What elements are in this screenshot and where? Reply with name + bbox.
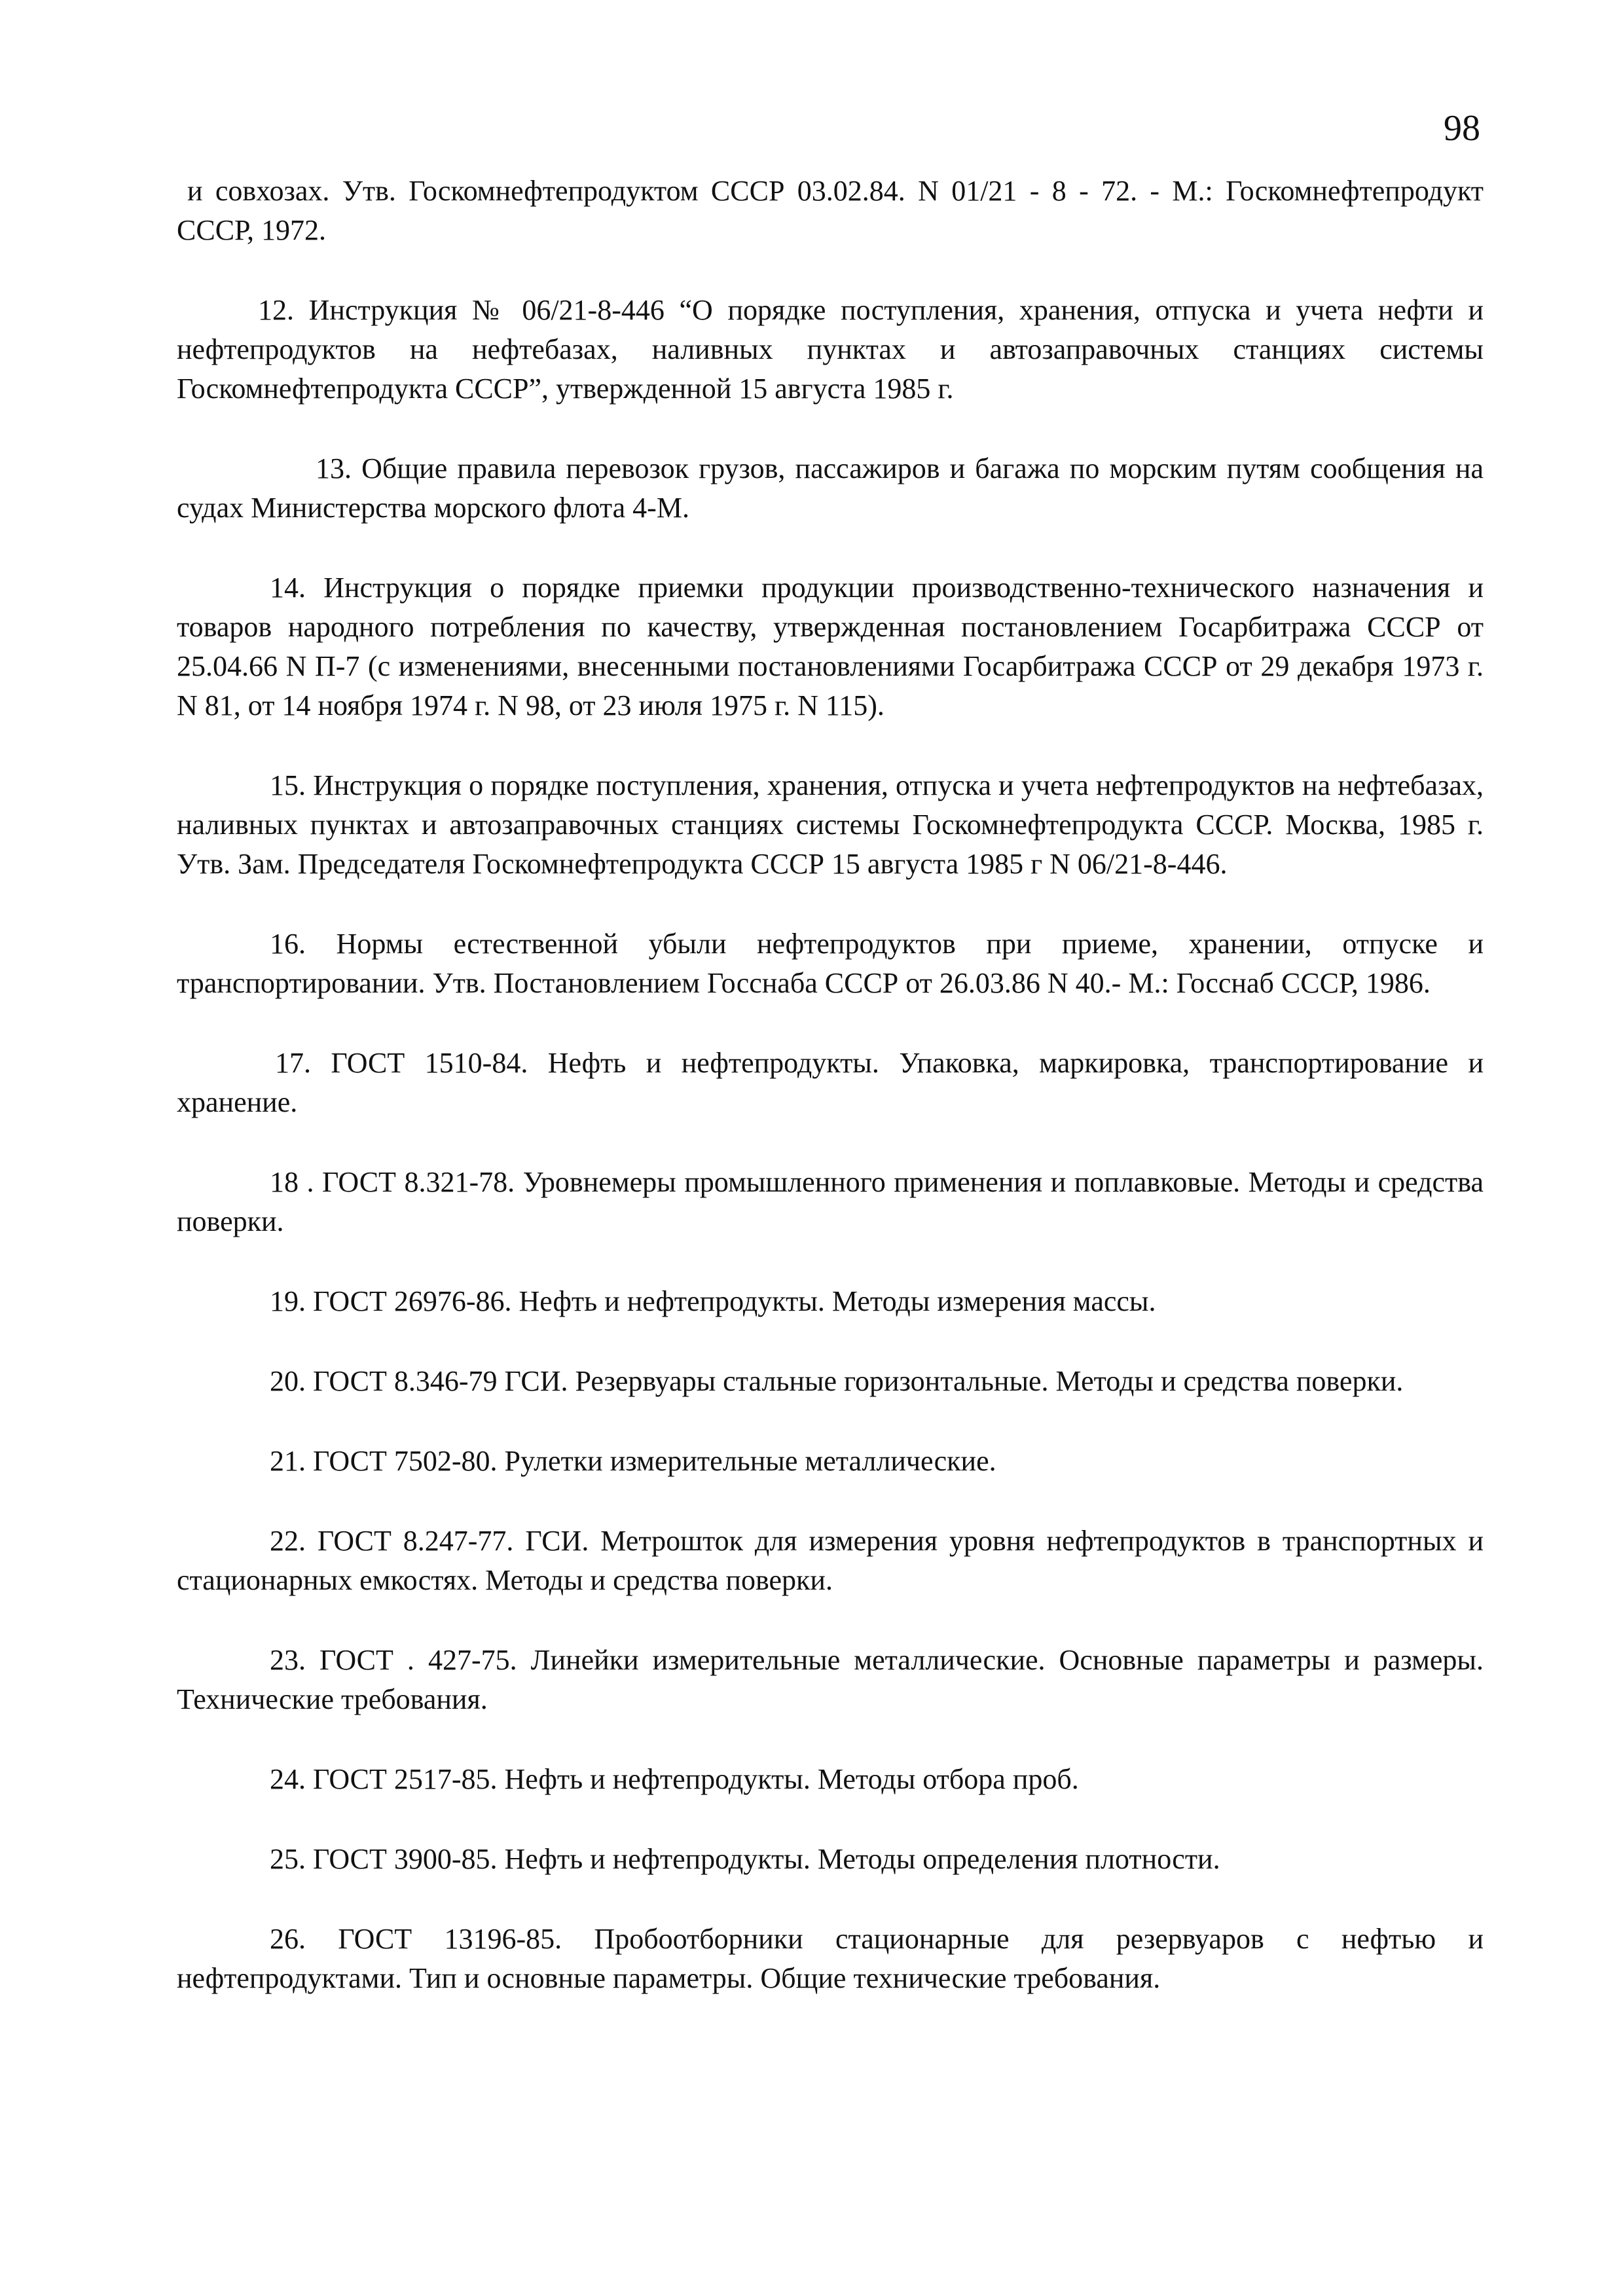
reference-item-12: 12. Инструкция № 06/21-8-446 “О порядке поступления, хранения, отпуска и учета нефти и нефтепродуктов на нефтебазах, наливных пунктах и автозаправочных станциях системы Госкомнефтепродукта СССР”, утвержденной 15 августа 1985 г.	[177, 294, 1484, 405]
reference-item-26: 26. ГОСТ 13196-85. Пробоотборники стационарные для резервуаров с нефтью и нефтепродуктами. Тип и основные параметры. Общие технические требования.	[177, 1923, 1484, 1994]
reference-item-22: 22. ГОСТ 8.247-77. ГСИ. Метрошток для измерения уровня нефтепродуктов в транспортных и стационарных емкостях. Методы и средства поверки.	[177, 1525, 1484, 1596]
reference-item-15: 15. Инструкция о порядке поступления, хранения, отпуска и учета нефтепродуктов на нефтебазах, наливных пунктах и автозаправочных станциях системы Госкомнефтепродукта СССР. Москва, 1985 г. Утв. Зам. Председателя Госкомнефтепродукта СССР 15 августа 1985 г N 06/21-8-446.	[177, 769, 1484, 880]
reference-item-21: 21. ГОСТ 7502-80. Рулетки измерительные металлические.	[270, 1445, 996, 1477]
reference-item-24: 24. ГОСТ 2517-85. Нефть и нефтепродукты. Методы отбора проб.	[270, 1763, 1079, 1795]
page-number: 98	[1444, 108, 1480, 149]
reference-item-14: 14. Инструкция о порядке приемки продукции производственно-технического назначения и товаров народного потребления по качеству, утвержденная постановлением Госарбитража СССР от 25.04.66 N П-7 (с изменениями, внесенными постановлениями Госарбитража СССР от 29 декабря 1973 г. N 81, от 14 ноября 1974 г. N 98, от 23 июля 1975 г. N 115).	[177, 572, 1484, 721]
reference-item-13: 13. Общие правила перевозок грузов, пассажиров и багажа по морским путям сообщения на судах Министерства морского флота 4-М.	[177, 452, 1484, 524]
reference-item-17: 17. ГОСТ 1510-84. Нефть и нефтепродукты. Упаковка, маркировка, транспортирование и хранение.	[177, 1047, 1484, 1118]
reference-item-18: 18 . ГОСТ 8.321-78. Уровнемеры промышленного применения и поплавковые. Методы и средства поверки.	[177, 1166, 1484, 1237]
reference-item-20: 20. ГОСТ 8.346-79 ГСИ. Резервуары стальные горизонтальные. Методы и средства поверки.	[270, 1365, 1404, 1397]
reference-list	[177, 172, 1484, 2039]
reference-item-19: 19. ГОСТ 26976-86. Нефть и нефтепродукты. Методы измерения массы.	[270, 1285, 1156, 1317]
reference-item-11-continuation: и совхозах. Утв. Госкомнефтепродуктом СССР 03.02.84. N 01/21 - 8 - 72. - М.: Госкомнефтепродукт СССР, 1972.	[177, 175, 1484, 246]
reference-item-25: 25. ГОСТ 3900-85. Нефть и нефтепродукты. Методы определения плотности.	[270, 1843, 1220, 1875]
reference-item-23: 23. ГОСТ . 427-75. Линейки измерительные металлические. Основные параметры и размеры. Технические требования.	[177, 1644, 1484, 1715]
reference-item-16: 16. Нормы естественной убыли нефтепродуктов при приеме, хранении, отпуске и транспортировании. Утв. Постановлением Госснаба СССР от 26.03.86 N 40.- М.: Госснаб СССР, 1986.	[177, 928, 1484, 999]
